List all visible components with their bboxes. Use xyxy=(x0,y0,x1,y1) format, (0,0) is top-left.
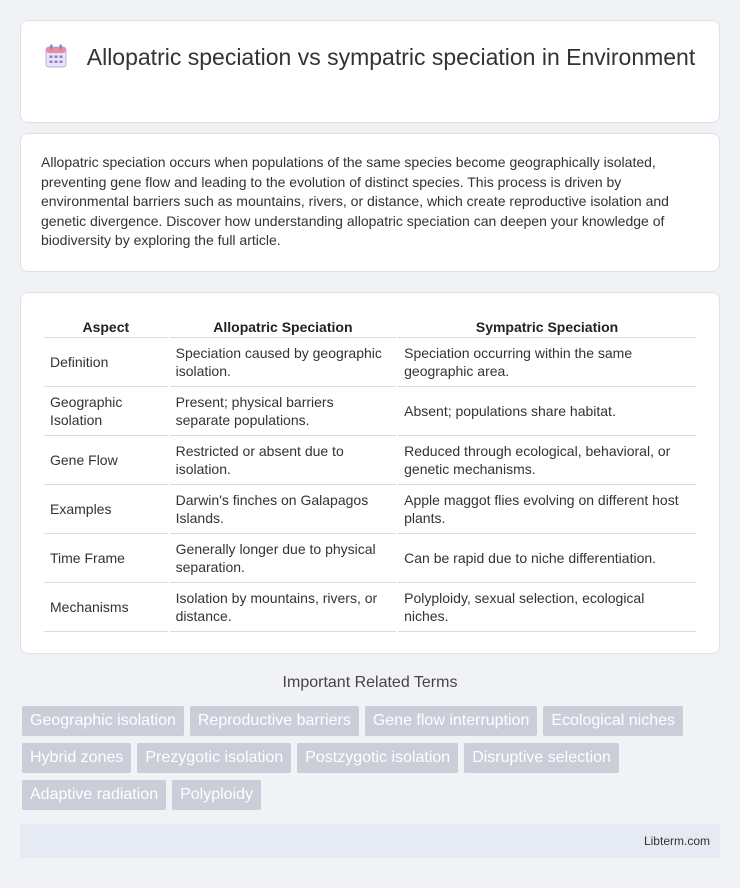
table-row xyxy=(44,387,696,436)
row-allopatric: Present; physical barriers separate populations. xyxy=(170,387,396,436)
page-title-text: Allopatric speciation vs sympatric speciation in Environment xyxy=(86,44,696,70)
header-allopatric: Allopatric Speciation xyxy=(170,316,396,338)
related-terms-list xyxy=(22,706,702,810)
row-allopatric: Speciation caused by geographic isolation. xyxy=(170,338,396,387)
tag-prezygotic-isolation[interactable]: Prezygotic isolation xyxy=(137,743,291,773)
table-row xyxy=(44,338,696,387)
table-row xyxy=(44,436,696,485)
tag-ecological-niches[interactable]: Ecological niches xyxy=(543,706,683,736)
row-allopatric: Isolation by mountains, rivers, or distance. xyxy=(170,583,396,632)
row-aspect: Definition xyxy=(44,338,168,387)
title-card xyxy=(20,20,720,123)
row-aspect: Mechanisms xyxy=(44,583,168,632)
row-sympatric: Absent; populations share habitat. xyxy=(398,387,696,436)
intro-paragraph: Allopatric speciation occurs when populations of the same species become geographically isolated, preventing gene flow and leading to the evolution of distinct species. This process is driven by environmental barriers such as mountains, rivers, or distance, which create reproductive isolation and genetic divergence. Discover how understanding allopatric speciation can deepen your knowledge of biodiversity by exploring the full article. xyxy=(41,154,669,248)
comparison-table xyxy=(42,316,698,632)
row-sympatric: Reduced through ecological, behavioral, or genetic mechanisms. xyxy=(398,436,696,485)
tag-postzygotic-isolation[interactable]: Postzygotic isolation xyxy=(297,743,458,773)
row-sympatric: Speciation occurring within the same geographic area. xyxy=(398,338,696,387)
tag-disruptive-selection[interactable]: Disruptive selection xyxy=(464,743,619,773)
tag-hybrid-zones[interactable]: Hybrid zones xyxy=(22,743,131,773)
row-allopatric: Darwin's finches on Galapagos Islands. xyxy=(170,485,396,534)
related-terms-heading: Important Related Terms xyxy=(282,674,458,691)
table-row xyxy=(44,583,696,632)
row-aspect: Gene Flow xyxy=(44,436,168,485)
footer xyxy=(20,824,720,858)
row-sympatric: Can be rapid due to niche differentiation. xyxy=(398,534,696,583)
row-aspect: Geographic Isolation xyxy=(44,387,168,436)
table-row xyxy=(44,534,696,583)
row-sympatric: Polyploidy, sexual selection, ecological niches. xyxy=(398,583,696,632)
row-aspect: Time Frame xyxy=(44,534,168,583)
header-aspect: Aspect xyxy=(44,316,168,338)
header-sympatric: Sympatric Speciation xyxy=(398,316,696,338)
table-header-row xyxy=(44,316,696,338)
table-row xyxy=(44,485,696,534)
row-sympatric: Apple maggot flies evolving on different host plants. xyxy=(398,485,696,534)
tag-gene-flow-interruption[interactable]: Gene flow interruption xyxy=(365,706,538,736)
tag-polyploidy[interactable]: Polyploidy xyxy=(172,780,261,810)
footer-site-link[interactable]: Libterm.com xyxy=(643,834,710,848)
calendar-icon xyxy=(45,44,67,68)
row-allopatric: Restricted or absent due to isolation. xyxy=(170,436,396,485)
intro-card xyxy=(20,133,720,272)
row-aspect: Examples xyxy=(44,485,168,534)
row-allopatric: Generally longer due to physical separation. xyxy=(170,534,396,583)
page-title xyxy=(21,43,719,72)
tag-adaptive-radiation[interactable]: Adaptive radiation xyxy=(22,780,166,810)
tag-reproductive-barriers[interactable]: Reproductive barriers xyxy=(190,706,359,736)
tag-geographic-isolation[interactable]: Geographic isolation xyxy=(22,706,184,736)
comparison-card xyxy=(20,292,720,654)
